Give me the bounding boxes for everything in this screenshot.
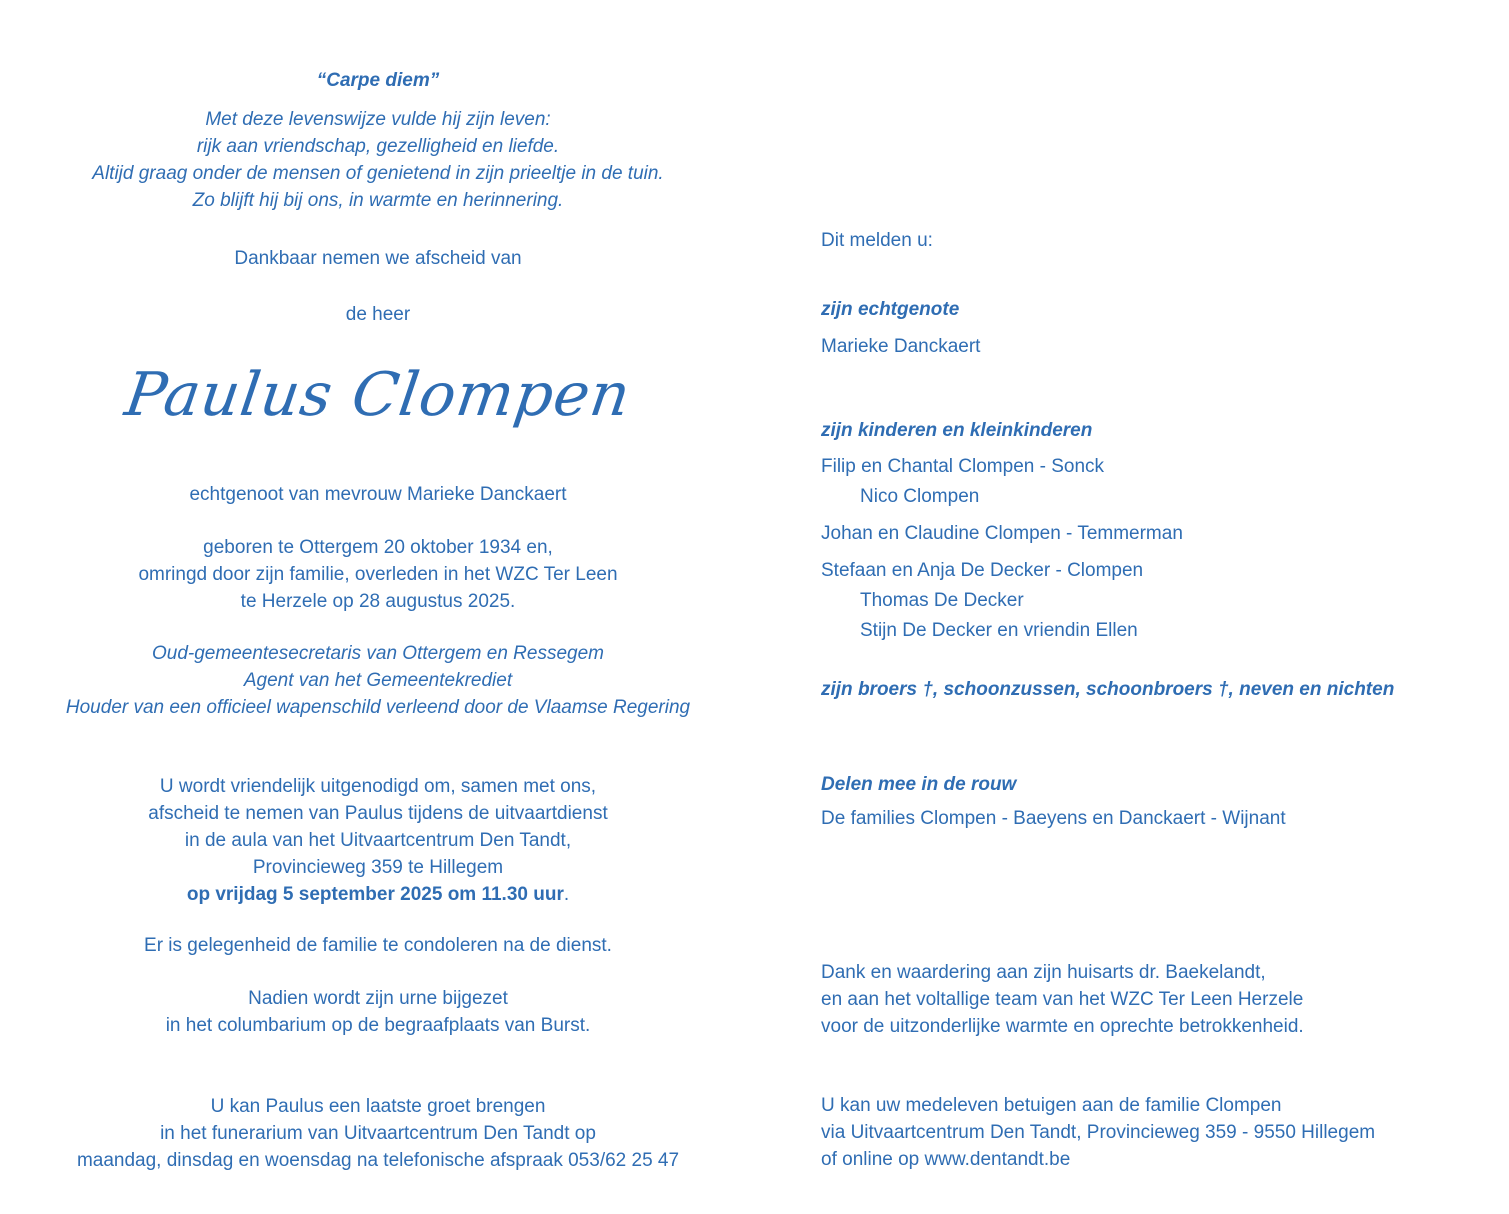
invite-date-line (18, 881, 738, 908)
family-couple: Johan en Claudine Clompen - Temmerman (821, 523, 1183, 544)
gratitude-line: en aan het voltallige team van het WZC Ter Leen Herzele (821, 989, 1304, 1010)
grandchild: Thomas De Decker (860, 590, 1024, 611)
siblings-heading: zijn broers †, schoonzussen, schoonbroers †, neven en nichten (821, 679, 1395, 700)
poem-line: Altijd graag onder de mensen of genietend in zijn prieeltje in de tuin. (92, 163, 664, 184)
birth-line: geboren te Ottergem 20 oktober 1934 en, (203, 537, 553, 558)
family-couple: Filip en Chantal Clompen - Sonck (821, 456, 1105, 477)
sympathy-line: U kan uw medeleven betuigen aan de familie Clompen (821, 1095, 1282, 1116)
sympathy-note (821, 1092, 1375, 1173)
invite-line: U wordt vriendelijk uitgenodigd om, samen met ons, (159, 776, 597, 797)
wife-heading: zijn echtgenote (821, 299, 960, 320)
poem-line: rijk aan vriendschap, gezelligheid en liefde. (196, 136, 560, 157)
visit-line: maandag, dinsdag en woensdag na telefonische afspraak 053/62 25 47 (76, 1150, 680, 1171)
wife-name: Marieke Danckaert (821, 336, 981, 357)
visit-line: U kan Paulus een laatste groet brengen (210, 1096, 546, 1117)
honorific: de heer (345, 304, 411, 325)
poem (18, 106, 738, 214)
poem-line: Zo blijft hij bij ons, in warmte en herinnering. (192, 190, 564, 211)
funeral-date-suffix: . (563, 884, 570, 905)
invite-line: Provincieweg 359 te Hillegem (252, 857, 504, 878)
funeral-date: op vrijdag 5 september 2025 om 11.30 uur (186, 884, 564, 905)
grandchild: Stijn De Decker en vriendin Ellen (860, 620, 1138, 641)
gratitude-note (821, 959, 1304, 1040)
birth-line: omringd door zijn familie, overleden in het WZC Ter Leen (138, 564, 618, 585)
birth-death-info (18, 534, 738, 615)
announcement-intro: Dit melden u: (821, 230, 933, 251)
grandchild: Nico Clompen (860, 486, 980, 507)
function-line: Oud-gemeentesecretaris van Ottergem en Ressegem (152, 643, 604, 664)
family-group (821, 557, 1143, 644)
urn-line: Nadien wordt zijn urne bijgezet (248, 988, 508, 1009)
mourning-families: De families Clompen - Baeyens en Danckaert - Wijnant (821, 808, 1286, 829)
condolence-note: Er is gelegenheid de familie te condoleren na de dienst. (144, 935, 612, 956)
invite-line: in de aula van het Uitvaartcentrum Den Tandt, (184, 830, 572, 851)
children-heading: zijn kinderen en kleinkinderen (821, 420, 1093, 441)
poem-line: Met deze levenswijze vulde hij zijn leven: (205, 109, 551, 130)
visitation-info (18, 1093, 738, 1174)
functions (18, 640, 738, 721)
function-line: Houder van een officieel wapenschild verleend door de Vlaamse Regering (65, 697, 691, 718)
family-group (821, 453, 1104, 510)
family-couple: Stefaan en Anja De Decker - Clompen (821, 560, 1144, 581)
left-column (18, 0, 738, 1214)
urn-info (18, 985, 738, 1039)
funeral-invitation (18, 773, 738, 908)
deceased-name: Paulus Clompen (120, 360, 636, 430)
sympathy-line: of online op www.dentandt.be (821, 1149, 1071, 1170)
birth-line: te Herzele op 28 augustus 2025. (240, 591, 516, 612)
visit-line: in het funerarium van Uitvaartcentrum Den Tandt op (160, 1123, 596, 1144)
gratitude-line: Dank en waardering aan zijn huisarts dr. Baekelandt, (821, 962, 1266, 983)
invite-line: afscheid te nemen van Paulus tijdens de uitvaartdienst (148, 803, 608, 824)
spouse-line: echtgenoot van mevrouw Marieke Danckaert (189, 484, 567, 505)
farewell-intro: Dankbaar nemen we afscheid van (234, 248, 522, 269)
sympathy-line: via Uitvaartcentrum Den Tandt, Provincieweg 359 - 9550 Hillegem (821, 1122, 1376, 1143)
function-line: Agent van het Gemeentekrediet (243, 670, 513, 691)
motto: “Carpe diem” (316, 70, 440, 91)
gratitude-line: voor de uitzonderlijke warmte en oprechte betrokkenheid. (821, 1016, 1304, 1037)
urn-line: in het columbarium op de begraafplaats van Burst. (165, 1015, 591, 1036)
mourning-heading: Delen mee in de rouw (821, 774, 1017, 795)
